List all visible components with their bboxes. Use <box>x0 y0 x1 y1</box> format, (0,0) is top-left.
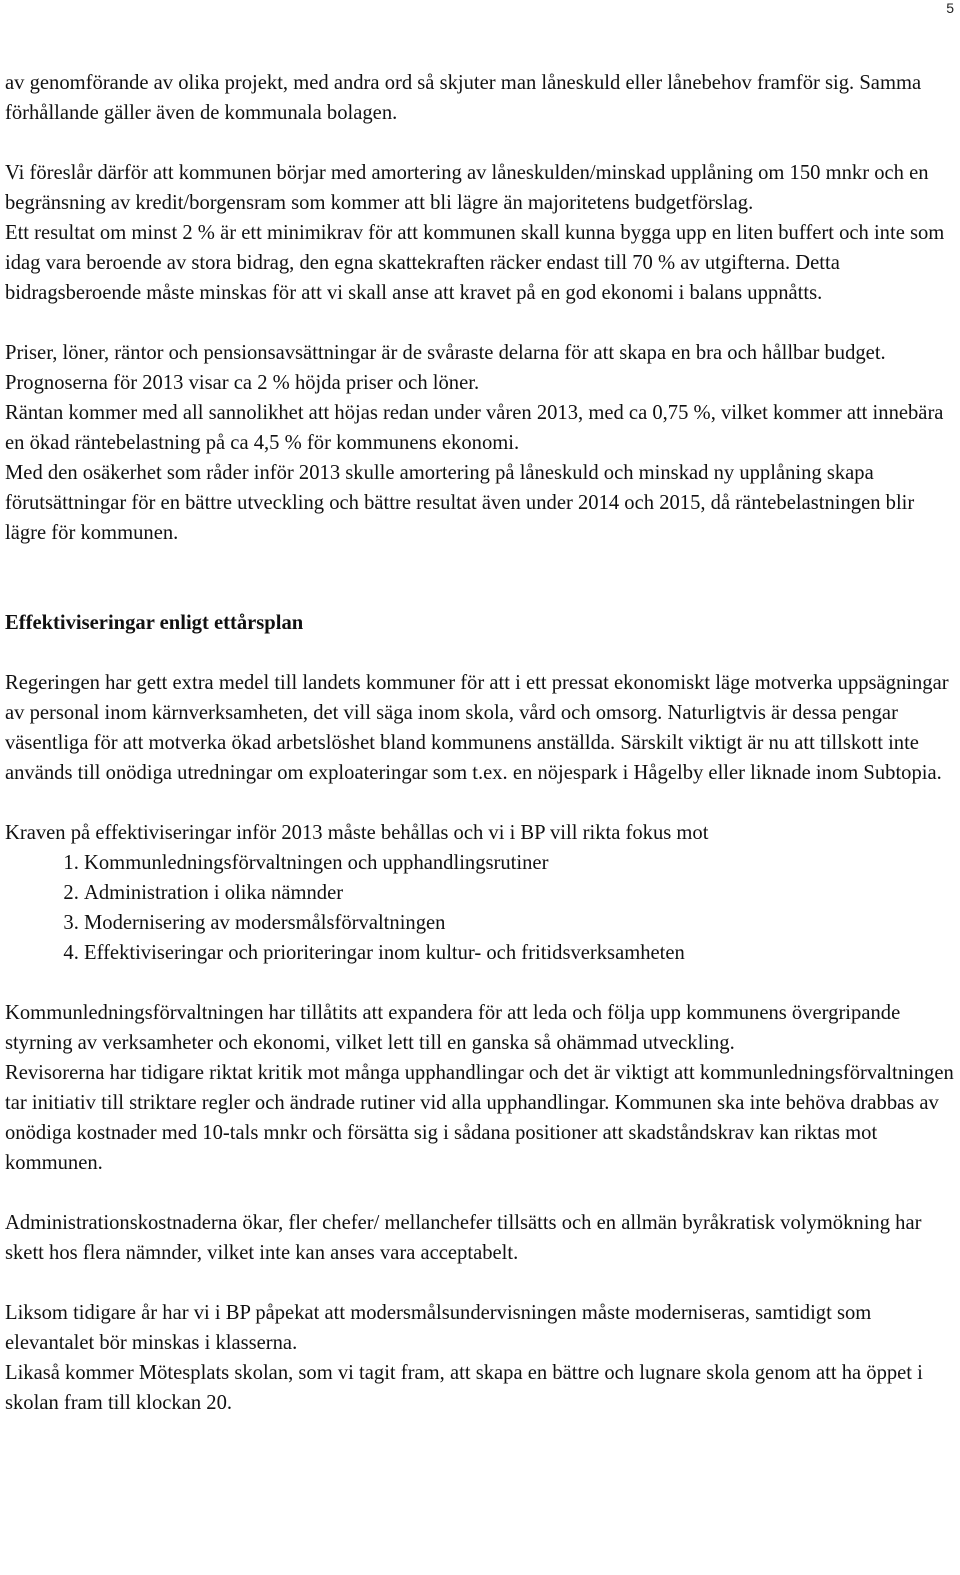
section-heading: Effektiviseringar enligt ettårsplan <box>5 612 304 634</box>
paragraph-loan-deferral: av genomförande av olika projekt, med andra ord så skjuter man låneskuld eller lånebehov framför sig. Samma förhållande gäller även de kommunala bolagen. <box>5 72 922 124</box>
paragraph-result-requirement: Ett resultat om minst 2 % är ett minimikrav för att kommunen skall kunna bygga upp en liten buffert och inte som idag vara beroende av stora bidrag, den egna skattekraften räcker endast till 70 % av utgifterna. Detta bidragsberoende måste minskas för att vi skall anse att kravet på en god ekonomi i balans uppnåtts. <box>5 222 945 304</box>
paragraph-procurement-criticism: Revisorerna har tidigare riktat kritik mot många upphandlingar och det är viktigt att kommunledningsförvaltningen tar initiativ till striktare regler och ändrade rutiner vid alla upphandlingar. Kommunen ska inte behöva drabbas av onödiga kostnader med 10-tals mnkr och försätta sig i sådana positioner att skadståndskrav kan riktas mot kommunen. <box>5 1062 954 1174</box>
paragraph-administration-costs: Administrationskostnaderna ökar, fler chefer/ mellanchefer tillsätts och en allmän byråkratisk volymökning har skett hos flera nämnder, vilket inte kan anses vara acceptabelt. <box>5 1212 922 1264</box>
page-number: 5 <box>946 0 954 16</box>
paragraph-administration-expansion: Kommunledningsförvaltningen har tillåtits att expandera för att leda och följa upp kommunens övergripande styrning av verksamheter och ekonomi, vilket lett till en ganska så ohämmad utveckling. <box>5 1002 901 1054</box>
spacer <box>5 308 955 338</box>
paragraph-uncertainty: Med den osäkerhet som råder inför 2013 skulle amortering på låneskuld och minskad ny upplåning skapa förutsättningar för en bättre utveckling och bättre resultat även under 2014 och 2015, då räntebelastningen blir lägre för kommunen. <box>5 462 915 544</box>
list-item: 2. Administration i olika nämnder <box>84 878 955 908</box>
spacer <box>5 128 955 158</box>
list-item: 4. Effektiviseringar och prioriteringar inom kultur- och fritidsverksamheten <box>84 938 955 968</box>
spacer <box>5 968 955 998</box>
paragraph-government-funds: Regeringen har gett extra medel till landets kommuner för att i ett pressat ekonomiskt läge motverka uppsägningar av personal inom kärnverksamheten, det vill säga inom skola, vård och omsorg. Naturligtvis är dessa pengar väsentliga för att motverka ökad arbetslöshet bland kommunens anställda. Särskilt viktigt är nu att tillskott inte används till onödiga utredningar om exploateringar som t.ex. en nöjespark i Hågelby eller liknade inom Subtopia. <box>5 672 949 784</box>
document-body <box>5 68 955 1418</box>
focus-list <box>5 848 955 968</box>
spacer <box>5 788 955 818</box>
paragraph-interest-rate: Räntan kommer med all sannolikhet att höjas redan under våren 2013, med ca 0,75 %, vilket kommer att innebära en ökad räntebelastning på ca 4,5 % för kommunens ekonomi. <box>5 402 944 454</box>
paragraph-amortization-proposal: Vi föreslår därför att kommunen börjar med amortering av låneskulden/minskad upplåning om 150 mnkr och en begränsning av kredit/borgensram som kommer att bli lägre än majoritetens budgetförslag. <box>5 162 929 214</box>
spacer <box>5 1268 955 1298</box>
list-item: 3. Modernisering av modersmålsförvaltningen <box>84 908 955 938</box>
spacer <box>5 1178 955 1208</box>
paragraph-mother-tongue: Liksom tidigare år har vi i BP påpekat att modersmålsundervisningen måste moderniseras, samtidigt som elevantalet bör minskas i klasserna. <box>5 1302 872 1354</box>
paragraph-efficiency-demands: Kraven på effektiviseringar inför 2013 måste behållas och vi i BP vill rikta fokus mot <box>5 822 709 844</box>
paragraph-meeting-place-school: Likaså kommer Mötesplats skolan, som vi tagit fram, att skapa en bättre och lugnare skola genom att ha öppet i skolan fram till klockan 20. <box>5 1362 923 1414</box>
paragraph-prices-wages: Priser, löner, räntor och pensionsavsättningar är de svåraste delarna för att skapa en bra och hållbar budget. Prognoserna för 2013 visar ca 2 % höjda priser och löner. <box>5 342 886 394</box>
list-item: 1. Kommunledningsförvaltningen och upphandlingsrutiner <box>84 848 955 878</box>
